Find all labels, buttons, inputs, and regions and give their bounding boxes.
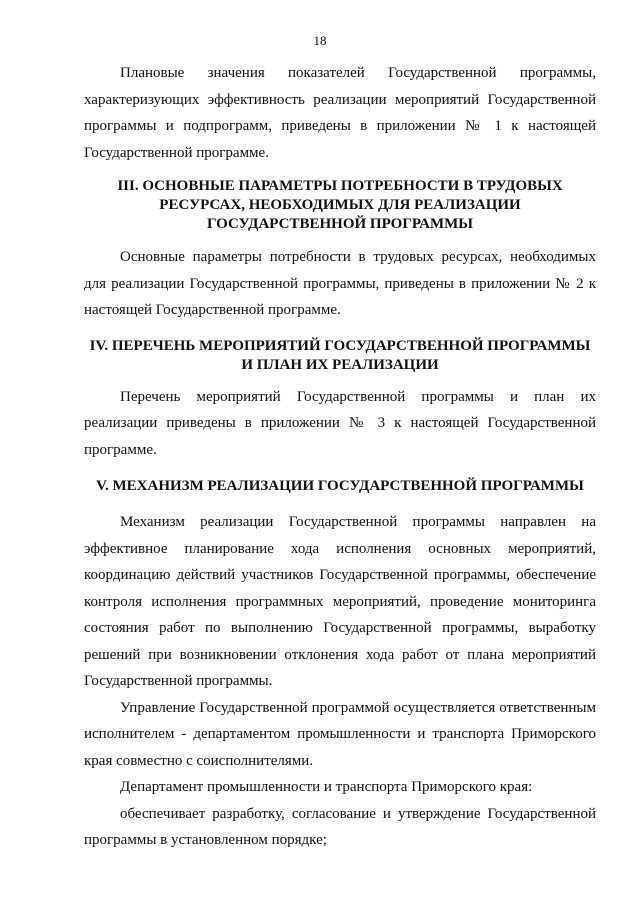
paragraph-labor-resources: Основные параметры потребности в трудовых ресурсах, необходимых для реализации Государственной программы, приведены в приложении № 2 к настоящей Государственной программе. (84, 249, 596, 318)
section-heading-iii (84, 177, 596, 234)
section-heading-iv (84, 337, 596, 375)
section-heading-v: V. МЕХАНИЗМ РЕАЛИЗАЦИИ ГОСУДАРСТВЕННОЙ ПРОГРАММЫ (96, 478, 584, 494)
page-content (84, 60, 596, 854)
paragraph-measures-list: Перечень мероприятий Государственной программы и план их реализации приведены в приложении № 3 к настоящей Государственной программе. (84, 388, 596, 458)
paragraph-management: Управление Государственной программой осуществляется ответственным исполнителем - департаментом промышленности и транспорта Приморского края совместно с соисполнителями. (84, 699, 596, 769)
page-number: 18 (313, 33, 327, 48)
section-heading-iii-line-2: РЕСУРСАХ, НЕОБХОДИМЫХ ДЛЯ РЕАЛИЗАЦИИ (159, 197, 521, 213)
section-heading-iii-line-3: ГОСУДАРСТВЕННОЙ ПРОГРАММЫ (207, 216, 473, 232)
paragraph-provides: обеспечивает разработку, согласование и утверждение Государственной программы в установленном порядке; (84, 805, 596, 848)
section-heading-iv-line-1: IV. ПЕРЕЧЕНЬ МЕРОПРИЯТИЙ ГОСУДАРСТВЕННОЙ ПРОГРАММЫ (89, 337, 591, 354)
paragraph-department: Департамент промышленности и транспорта Приморского края: (120, 779, 533, 795)
section-heading-iii-line-1: III. ОСНОВНЫЕ ПАРАМЕТРЫ ПОТРЕБНОСТИ В ТРУДОВЫХ (117, 178, 563, 194)
paragraph-mechanism: Механизм реализации Государственной программы направлен на эффективное планирование хода исполнения основных мероприятий, координацию действий участников Государственной программы, обеспечение контроля исполнения программных мероприятий, проведение мониторинга состояния работ по выполнению Государственной программы, выработку решений при возникновении отклонения хода работ от плана мероприятий Государственной программы. (84, 514, 596, 689)
section-heading-iv-line-2: И ПЛАН ИХ РЕАЛИЗАЦИИ (241, 356, 439, 373)
paragraph-indicators: Плановые значения показателей Государственной программы, характеризующих эффективность реализации мероприятий Государственной программы и подпрограмм, приведены в приложении № 1 к настоящей Государственной программе. (84, 65, 596, 161)
